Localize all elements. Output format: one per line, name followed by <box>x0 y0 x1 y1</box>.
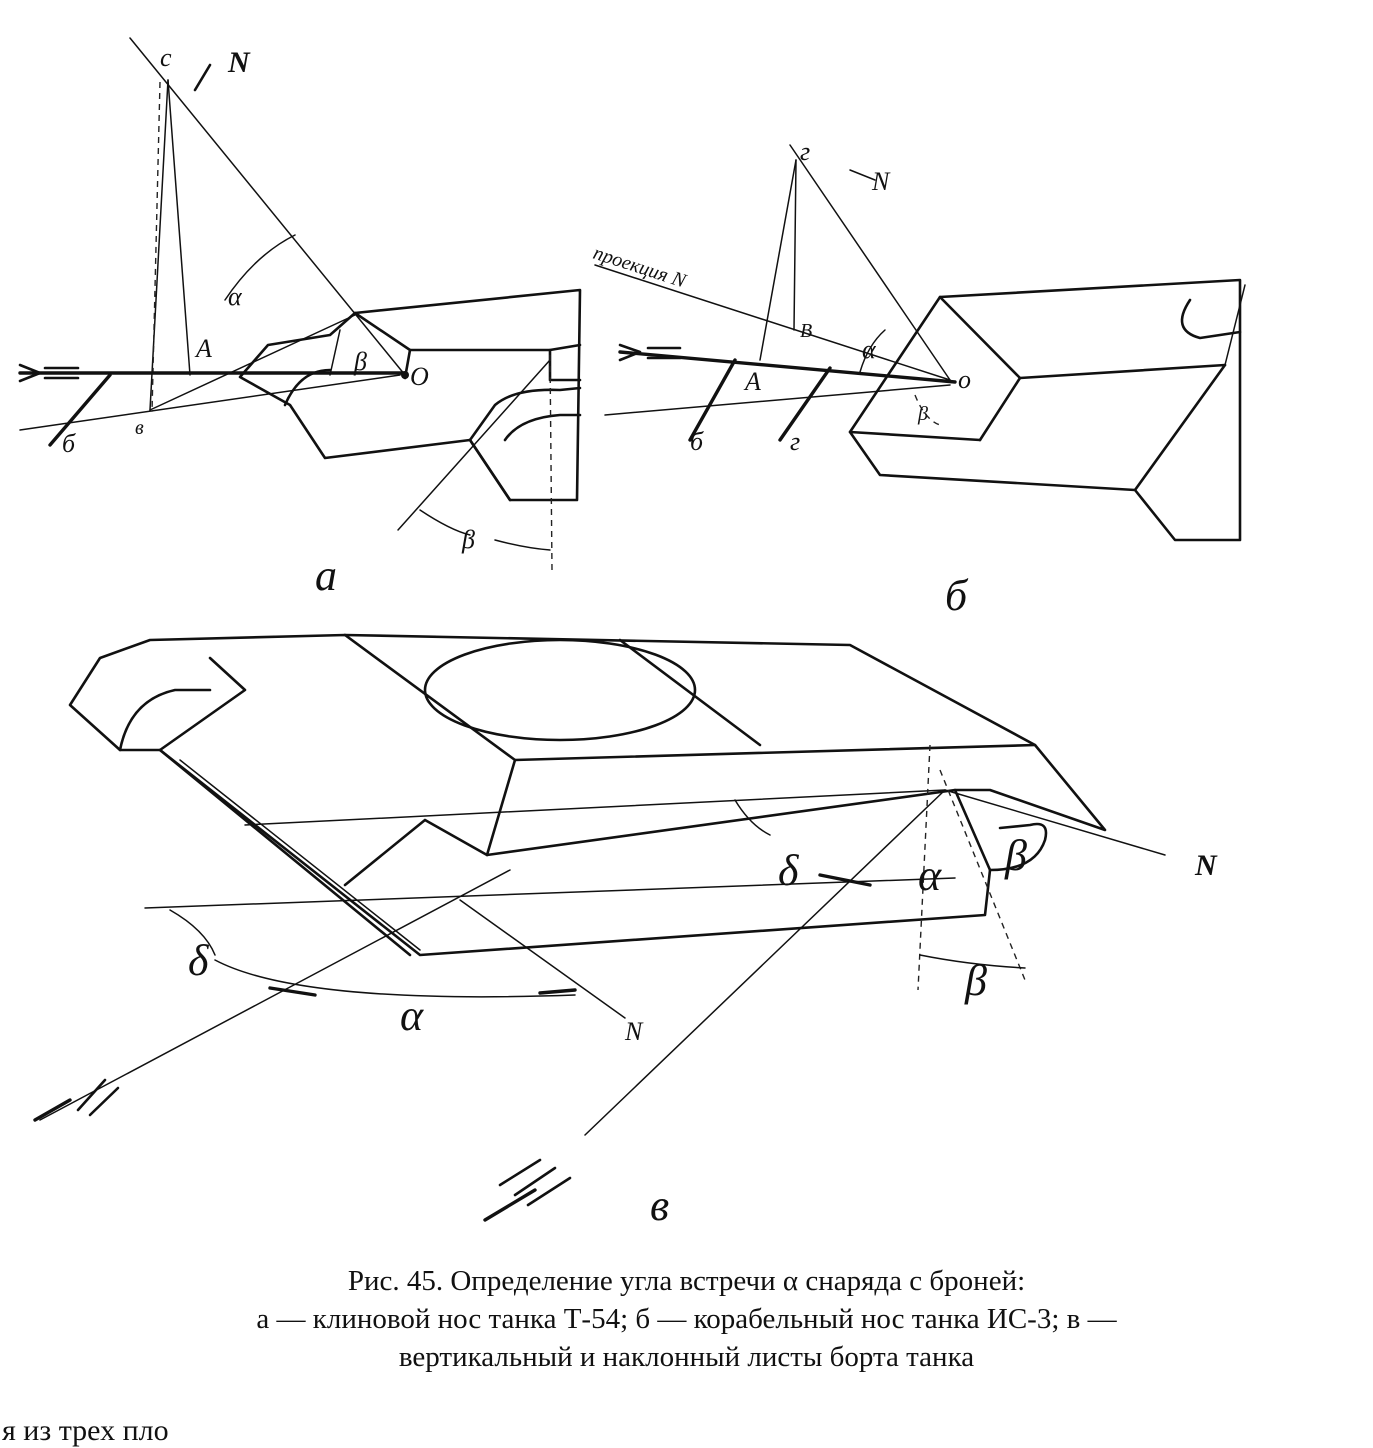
label-a-point: A <box>196 334 212 363</box>
label-beta-a: β <box>354 347 367 376</box>
label-n2-v: N <box>625 1017 643 1046</box>
figure-v <box>35 635 1218 1230</box>
construction-lines-a <box>20 38 552 570</box>
label-n1-v: N <box>1195 849 1217 882</box>
figure-b <box>590 137 1245 620</box>
construction-lines-b <box>595 145 955 440</box>
label-b-point-a: в <box>135 417 144 439</box>
label-beta1-v: β <box>1005 831 1027 880</box>
label-beta2-a: β <box>462 525 475 554</box>
cut-off-body-text: я из трех пло <box>2 1414 169 1447</box>
label-subfigure-v: в <box>650 1181 670 1230</box>
label-delta1-v: δ <box>778 846 799 895</box>
label-b-dir-b: б <box>690 427 704 456</box>
label-g-dir-b: г <box>790 427 801 456</box>
label-delta2-v: δ <box>188 936 209 985</box>
label-alpha1-v: α <box>918 851 942 900</box>
caption-line-3: вертикальный и наклонный листы борта танка <box>398 1341 975 1373</box>
caption-line-2: а — клиновой нос танка Т-54; б — корабельный нос танка ИС-3; в — <box>256 1303 1117 1335</box>
label-n-a: N <box>228 46 250 79</box>
label-a-point-b: A <box>745 367 761 396</box>
label-alpha-a: α <box>228 282 242 311</box>
label-subfigure-a: а <box>315 551 337 600</box>
label-o-a: O <box>410 362 429 391</box>
label-beta2-v: β <box>965 956 987 1005</box>
label-subfigure-b: б <box>945 571 968 620</box>
label-alpha-b: α <box>862 335 876 364</box>
label-n-b: N <box>872 167 890 196</box>
figure-a <box>20 38 580 600</box>
hull-outline-a <box>240 290 580 500</box>
figure-caption <box>0 1262 1373 1376</box>
point-o-a <box>401 371 409 379</box>
caption-line-1: Рис. 45. Определение угла встречи α снаряда с броней: <box>347 1265 1026 1297</box>
label-b-point-b: B <box>800 320 813 342</box>
label-o-b: о <box>958 365 971 394</box>
label-c-a: c <box>160 43 172 72</box>
label-b-dir-a: б <box>62 429 76 458</box>
label-beta-b: β <box>918 403 928 425</box>
label-projection-n: проекция N <box>590 241 689 293</box>
label-g-b: г <box>800 137 811 166</box>
label-alpha2-v: α <box>400 991 424 1040</box>
